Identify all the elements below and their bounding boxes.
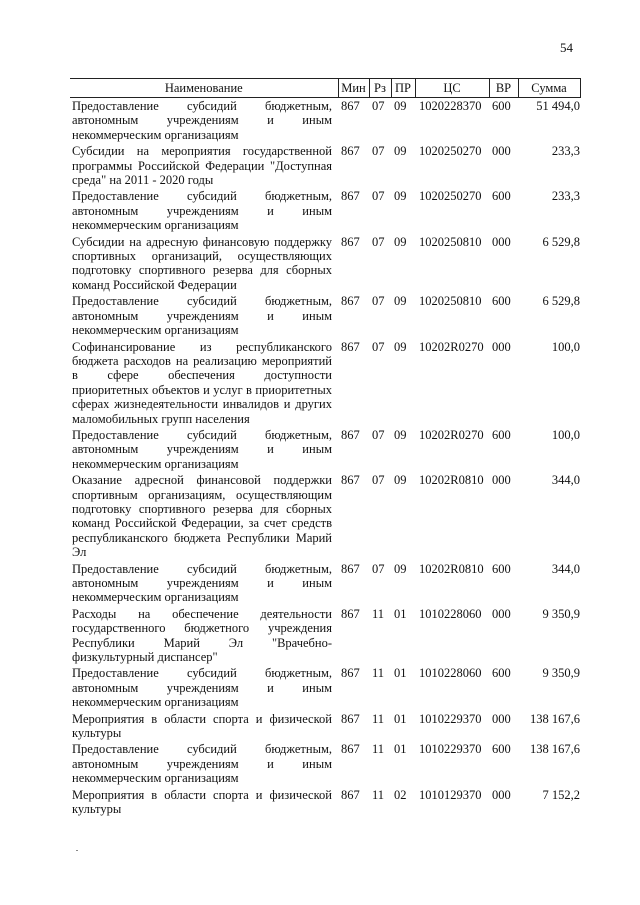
table-row: [70, 561, 580, 606]
row-vr: 000: [492, 787, 511, 802]
row-vr: 000: [492, 234, 511, 249]
row-cs: 1010129370: [419, 787, 482, 802]
table-body: [70, 98, 580, 818]
row-min: 867: [341, 561, 360, 576]
row-name: Предоставление субсидий бюджетным, автономным учреждениям и иным некоммерческим организациям: [72, 99, 332, 142]
row-name: Предоставление субсидий бюджетным, автономным учреждениям и иным некоммерческим организациям: [72, 189, 332, 233]
row-cs: 1020228370: [419, 99, 482, 113]
row-vr: 600: [492, 99, 511, 113]
row-vr: 600: [492, 189, 511, 204]
row-min: 867: [341, 711, 360, 726]
row-name: Мероприятия в области спорта и физической культуры: [72, 711, 332, 741]
table-row: [70, 427, 580, 472]
row-name: Софинансирование из республиканского бюджета расходов на реализацию мероприятий в сфере обеспечения доступности приоритетных объектов и услуг в приоритетных сферах жизнедеятельности инвалидов и других маломобильных групп населения: [72, 339, 332, 426]
row-pr: 09: [394, 339, 407, 354]
row-vr: 600: [492, 294, 511, 309]
row-min: 867: [341, 427, 360, 442]
row-sum: 138 167,6: [530, 711, 580, 726]
row-sum: 233,3: [551, 144, 580, 159]
row-rz: 07: [372, 189, 385, 204]
row-min: 867: [341, 234, 360, 249]
row-min: 867: [341, 189, 360, 204]
row-name: Предоставление субсидий бюджетным, автономным учреждениям и иным некоммерческим организациям: [72, 742, 332, 786]
row-pr: 01: [394, 742, 407, 757]
row-pr: 09: [394, 99, 407, 113]
header-vr: ВР: [489, 79, 518, 98]
row-pr: 01: [394, 711, 407, 726]
row-sum: 9 350,9: [542, 606, 580, 621]
row-rz: 11: [372, 606, 385, 621]
row-rz: 07: [372, 427, 385, 442]
row-cs: 10202R0270: [419, 339, 484, 354]
row-sum: 6 529,8: [542, 234, 580, 249]
row-cs: 1020250810: [419, 234, 482, 249]
row-vr: 000: [492, 711, 511, 726]
row-pr: 09: [394, 427, 407, 442]
row-pr: 09: [394, 189, 407, 204]
row-pr: 09: [394, 294, 407, 309]
row-sum: 138 167,6: [530, 742, 580, 757]
table-row: [70, 472, 580, 560]
row-name: Предоставление субсидий бюджетным, автономным учреждениям и иным некоммерческим организациям: [72, 427, 332, 471]
header-rz: Рз: [369, 79, 391, 98]
row-vr: 000: [492, 473, 511, 488]
row-sum: 233,3: [551, 189, 580, 204]
table-row: [70, 665, 580, 710]
header-name: Наименование: [70, 79, 338, 98]
row-vr: 000: [492, 339, 511, 354]
row-rz: 07: [372, 234, 385, 249]
row-name: Субсидии на мероприятия государственной программы Российской Федерации "Доступная среда" на 2011 - 2020 годы: [72, 144, 332, 188]
row-cs: 10202R0810: [419, 561, 484, 576]
row-cs: 1020250810: [419, 294, 482, 309]
row-sum: 7 152,2: [542, 787, 580, 802]
table-row: [70, 339, 580, 427]
row-name: Предоставление субсидий бюджетным, автономным учреждениям и иным некоммерческим организациям: [72, 294, 332, 338]
row-min: 867: [341, 339, 360, 354]
row-cs: 1010229370: [419, 711, 482, 726]
header-min: Мин: [338, 79, 369, 98]
row-cs: 1020250270: [419, 144, 482, 159]
row-cs: 1010228060: [419, 606, 482, 621]
row-min: 867: [341, 473, 360, 488]
row-cs: 10202R0270: [419, 427, 484, 442]
row-min: 867: [341, 144, 360, 159]
table-header: [70, 79, 580, 98]
row-sum: 6 529,8: [542, 294, 580, 309]
row-cs: 1020250270: [419, 189, 482, 204]
row-min: 867: [341, 99, 360, 113]
table-row: [70, 787, 580, 818]
row-cs: 1010228060: [419, 666, 482, 681]
row-rz: 07: [372, 339, 385, 354]
row-name: Предоставление субсидий бюджетным, автономным учреждениям и иным некоммерческим организациям: [72, 561, 332, 605]
row-rz: 11: [372, 666, 385, 681]
row-vr: 600: [492, 561, 511, 576]
table-row: [70, 188, 580, 233]
header-sum: Сумма: [518, 79, 580, 98]
row-min: 867: [341, 666, 360, 681]
row-min: 867: [341, 294, 360, 309]
table-row: [70, 234, 580, 294]
row-rz: 07: [372, 561, 385, 576]
row-name: Субсидии на адресную финансовую поддержку спортивных организаций, осуществляющих подготовку спортивного резерва для сборных команд Российской Федерации: [72, 234, 332, 292]
row-rz: 07: [372, 144, 385, 159]
row-sum: 100,0: [551, 339, 580, 354]
row-sum: 344,0: [551, 473, 580, 488]
row-rz: 11: [372, 711, 385, 726]
row-rz: 11: [372, 787, 385, 802]
header-cs: ЦС: [415, 79, 489, 98]
row-pr: 09: [394, 234, 407, 249]
row-pr: 09: [394, 561, 407, 576]
row-cs: 1010229370: [419, 742, 482, 757]
row-vr: 600: [492, 427, 511, 442]
row-pr: 01: [394, 606, 407, 621]
row-vr: 000: [492, 606, 511, 621]
row-sum: 51 494,0: [536, 99, 580, 113]
table-row: [70, 293, 580, 338]
row-rz: 07: [372, 99, 385, 113]
row-sum: 9 350,9: [542, 666, 580, 681]
row-cs: 10202R0810: [419, 473, 484, 488]
row-min: 867: [341, 606, 360, 621]
table-row: [70, 143, 580, 188]
table-row: [70, 606, 580, 666]
row-min: 867: [341, 742, 360, 757]
table-row: [70, 711, 580, 742]
row-rz: 11: [372, 742, 385, 757]
page-number: 54: [560, 40, 573, 55]
row-pr: 01: [394, 666, 407, 681]
header-row: [70, 79, 580, 98]
row-rz: 07: [372, 473, 385, 488]
header-pr: ПР: [391, 79, 415, 98]
row-name: Предоставление субсидий бюджетным, автономным учреждениям и иным некоммерческим организациям: [72, 666, 332, 710]
row-pr: 09: [394, 144, 407, 159]
row-rz: 07: [372, 294, 385, 309]
row-pr: 09: [394, 473, 407, 488]
row-pr: 02: [394, 787, 407, 802]
scan-mark: [76, 850, 78, 851]
budget-table: [70, 78, 581, 818]
row-vr: 600: [492, 666, 511, 681]
row-vr: 600: [492, 742, 511, 757]
row-min: 867: [341, 787, 360, 802]
row-name: Расходы на обеспечение деятельности государственного бюджетного учреждения Республики Марий Эл "Врачебно-физкультурный диспансер": [72, 606, 332, 665]
row-sum: 344,0: [551, 561, 580, 576]
row-name: Оказание адресной финансовой поддержки спортивным организациям, осуществляющим подготовку спортивного резерва для сборных команд Российской Федерации, за счет средств республиканского бюджета Республики Марий Эл: [72, 473, 332, 560]
row-name: Мероприятия в области спорта и физической культуры: [72, 787, 332, 817]
row-vr: 000: [492, 144, 511, 159]
row-sum: 100,0: [551, 427, 580, 442]
table-row: [70, 98, 580, 144]
table-row: [70, 741, 580, 786]
